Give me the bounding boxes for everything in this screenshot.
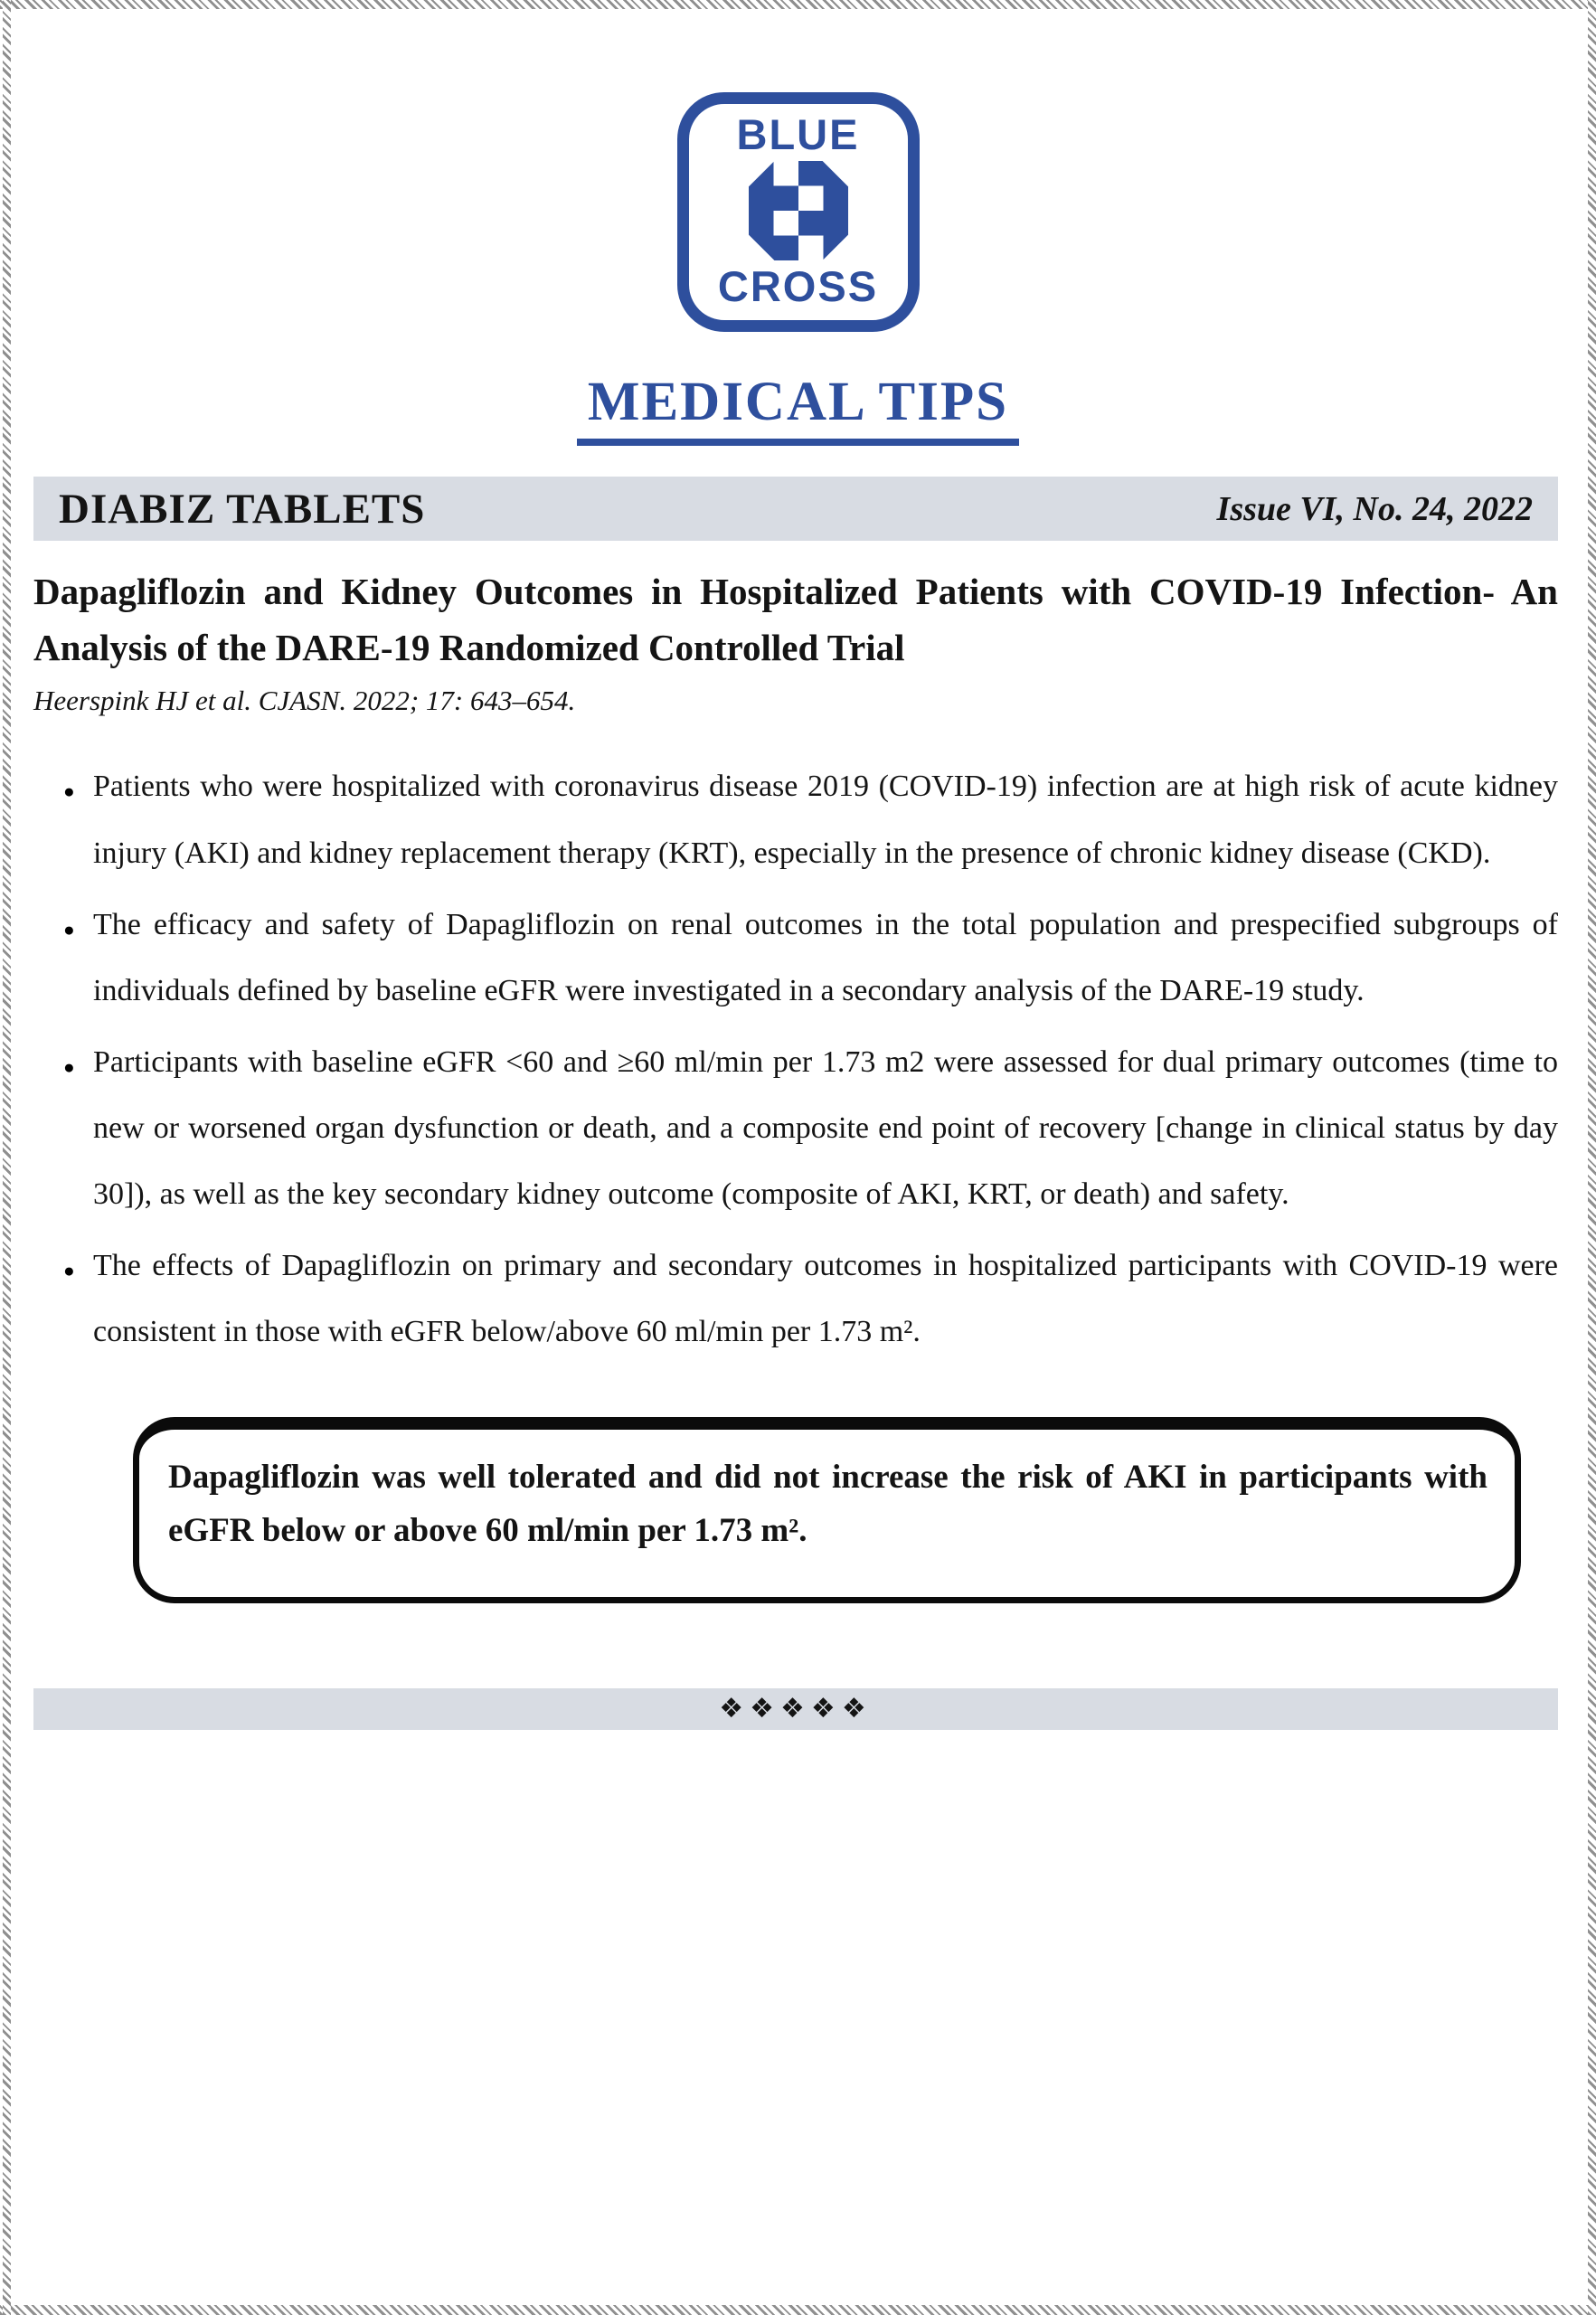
summary-bullet-3: ● Participants with baseline eGFR <60 and ≥60 ml/min per 1.73 m2 were assessed for dual primary outcomes (time to new or worsened organ dysfunction or death, and a composite end point of recovery [change in clinical status by day 30]), as well as the key secondary kidney outcome (composite of AKI, KRT, or death) and safety. bbox=[33, 1029, 1558, 1227]
decorative-border-bottom bbox=[0, 2305, 1596, 2315]
masthead-section bbox=[0, 92, 1596, 446]
summary-bullet-1: ● Patients who were hospitalized with coronavirus disease 2019 (COVID-19) infection are at high risk of acute kidney injury (AKI) and kidney replacement therapy (KRT), especially in the presence of chronic kidney disease (CKD). bbox=[33, 753, 1558, 885]
diamond-ornament-icon: ❖❖❖❖❖ bbox=[719, 1693, 873, 1725]
conclusion-box bbox=[133, 1417, 1521, 1603]
issue-info: Issue VI, No. 24, 2022 bbox=[1216, 489, 1533, 528]
logo-word-blue: BLUE bbox=[736, 110, 860, 158]
decorative-border-left bbox=[3, 0, 11, 2315]
masthead-title: MEDICAL TIPS bbox=[577, 372, 1019, 446]
logo-word-cross: CROSS bbox=[717, 261, 879, 310]
masthead bbox=[0, 372, 1596, 446]
product-name: DIABIZ TABLETS bbox=[59, 485, 426, 533]
conclusion-text: Dapagliflozin was well tolerated and did not increase the risk of AKI in participants with eGFR below or above 60 ml/min per 1.73 m². bbox=[168, 1459, 1487, 1549]
footer-separator-bar bbox=[33, 1688, 1558, 1730]
article-title: Dapagliflozin and Kidney Outcomes in Hospitalized Patients with COVID-19 Infection- An Analysis of the DARE-19 Randomized Controlled Trial bbox=[33, 571, 1558, 668]
summary-bullet-4: ● The effects of Dapagliflozin on primary and secondary outcomes in hospitalized participants with COVID-19 were consistent in those with eGFR below/above 60 ml/min per 1.73 m². bbox=[33, 1233, 1558, 1365]
summary-bullet-2: ● The efficacy and safety of Dapagliflozin on renal outcomes in the total population and prespecified subgroups of individuals defined by baseline eGFR were investigated in a secondary analysis of the DARE-19 study. bbox=[33, 892, 1558, 1024]
article-citation: Heerspink HJ et al. CJASN. 2022; 17: 643–654. bbox=[33, 685, 576, 717]
checkered-cross-octagon-icon bbox=[749, 161, 848, 260]
issue-banner bbox=[33, 477, 1558, 541]
decorative-border-right bbox=[1588, 0, 1596, 2315]
article bbox=[33, 564, 1558, 1603]
blue-cross-logo bbox=[677, 92, 920, 332]
summary-list bbox=[33, 753, 1558, 1365]
decorative-border-top bbox=[0, 0, 1596, 9]
